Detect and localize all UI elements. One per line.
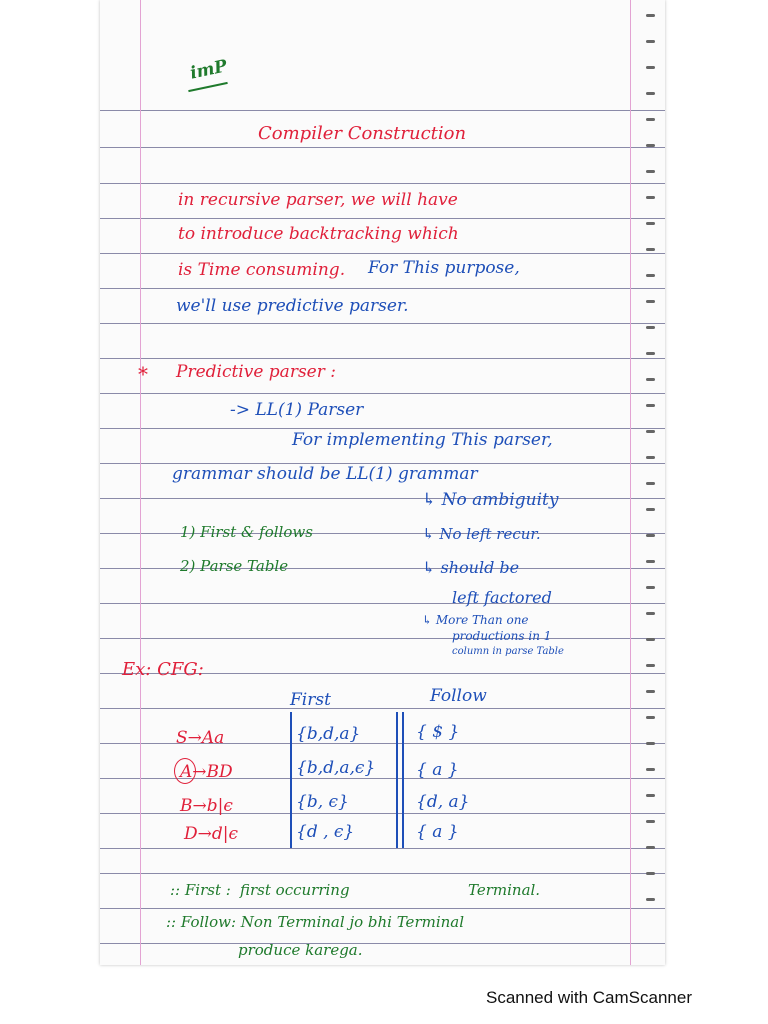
follow-row-1: { $ }: [416, 722, 460, 742]
margin-line: [630, 0, 631, 965]
follow-row-4: { a }: [416, 822, 459, 842]
first-row-2: {b,d,a,ϵ}: [296, 758, 376, 778]
intro-line-4: we'll use predictive parser.: [176, 296, 409, 316]
ruled-line: [100, 428, 665, 429]
ruled-line: [100, 873, 665, 874]
ruled-line: [100, 943, 665, 944]
ruled-line: [100, 848, 665, 849]
ruled-line: [100, 393, 665, 394]
condition-left-factored-1: ↳ should be: [422, 558, 520, 577]
prod-row-4: D→d|ϵ: [184, 824, 239, 844]
intro-line-2: to introduce backtracking which: [178, 224, 459, 244]
condition-no-ambiguity: ↳ No ambiguity: [422, 490, 559, 510]
ruled-line: [100, 110, 665, 111]
first-row-1: {b,d,a}: [296, 724, 361, 744]
ruled-line: [100, 708, 665, 709]
ruled-line: [100, 288, 665, 289]
follow-row-2: { a }: [416, 760, 459, 780]
prod-row-1: S→Aa: [176, 728, 225, 748]
footnote-first-label: :: First :: [170, 881, 231, 899]
intro-line-3: is Time consuming.: [178, 260, 346, 280]
footnote-first-end: Terminal.: [468, 881, 541, 899]
intro-line-1: in recursive parser, we will have: [178, 190, 458, 210]
ruled-line: [100, 183, 665, 184]
prod-row-2: A→BD: [180, 762, 233, 782]
imp-underline: [188, 82, 228, 92]
example-label: Ex: CFG:: [122, 659, 204, 680]
footnote-follow: :: Follow: Non Terminal jo bhi Terminal: [166, 913, 465, 931]
impl-line-1: For implementing This parser,: [292, 430, 553, 450]
condition-left-factored-2: left factored: [452, 588, 552, 607]
predictive-heading: Predictive parser :: [176, 362, 336, 382]
ruled-line: [100, 603, 665, 604]
table-divider: [396, 712, 398, 848]
notebook-page: [100, 0, 665, 965]
condition-more-than-one-2: productions in 1: [452, 629, 552, 643]
footnote-first: first occurring: [240, 881, 350, 899]
ruled-line: [100, 253, 665, 254]
col-first: First: [290, 690, 331, 710]
footnote-follow-2: produce karega.: [238, 941, 363, 959]
footer-text: Scanned with CamScanner: [485, 988, 692, 1007]
table-divider: [290, 712, 292, 848]
ruled-line: [100, 638, 665, 639]
page-title: Compiler Construction: [258, 123, 467, 144]
ruled-line: [100, 323, 665, 324]
first-row-4: {d , ϵ}: [296, 822, 355, 842]
intro-line-3b: For This purpose,: [368, 258, 520, 278]
imp-tag: imP: [188, 56, 229, 84]
margin-line: [140, 0, 141, 965]
ruled-line: [100, 358, 665, 359]
ruled-line: [100, 147, 665, 148]
condition-no-left-recursion: ↳ No left recur.: [422, 525, 541, 543]
step-parse-table: 2) Parse Table: [180, 557, 289, 575]
condition-more-than-one-3: column in parse Table: [452, 646, 564, 657]
follow-row-3: {d, a}: [416, 792, 470, 812]
col-follow: Follow: [430, 686, 487, 706]
ruled-line: [100, 218, 665, 219]
step-first-follows: 1) First & follows: [180, 523, 313, 541]
first-row-3: {b, ϵ}: [296, 792, 349, 812]
star-bullet: *: [138, 362, 148, 386]
ruled-line: [100, 908, 665, 909]
ruled-line: [100, 498, 665, 499]
condition-more-than-one-1: ↳ More Than one: [422, 613, 529, 627]
table-divider: [402, 712, 404, 848]
ll1-parser: -> LL(1) Parser: [230, 400, 364, 420]
impl-line-2: grammar should be LL(1) grammar: [172, 464, 478, 484]
prod-row-3: B→b|ϵ: [180, 796, 233, 816]
